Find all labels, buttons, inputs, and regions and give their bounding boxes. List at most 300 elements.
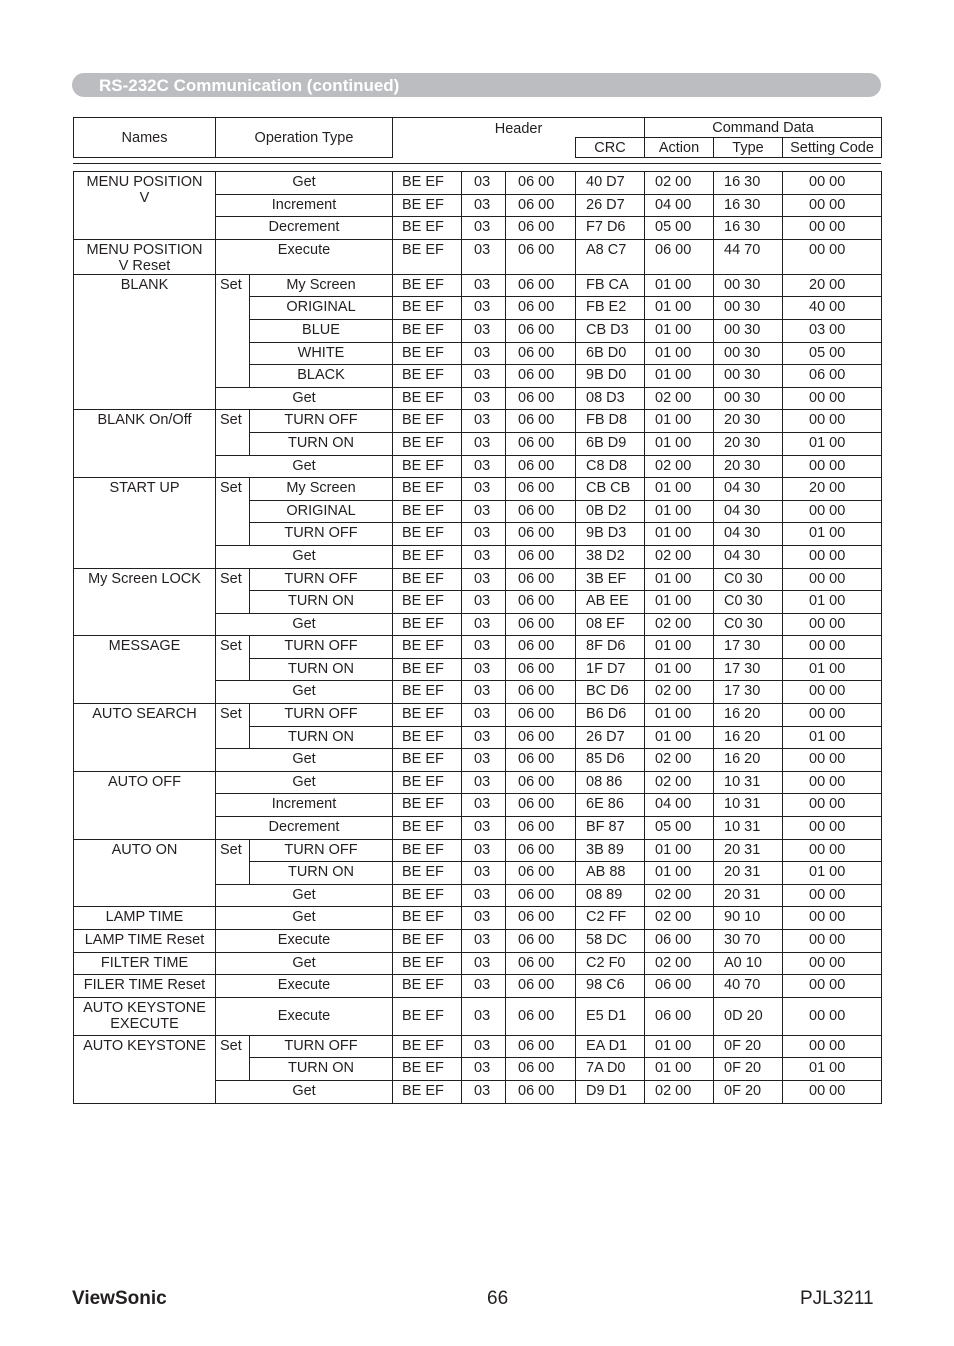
- header-bytes-3: 06 00: [506, 771, 576, 794]
- type-value: 20 30: [714, 432, 783, 455]
- header-bytes-2: 03: [462, 636, 506, 659]
- header-bytes-1: BE EF: [393, 297, 462, 320]
- crc-value: CB CB: [576, 478, 645, 501]
- header-bytes-2: 03: [462, 568, 506, 591]
- crc-value: AB EE: [576, 591, 645, 614]
- setting-code-value: 00 00: [783, 930, 882, 953]
- header-bytes-1: BE EF: [393, 839, 462, 862]
- row-name-line: MESSAGE: [108, 638, 181, 655]
- setting-code-value: 00 00: [783, 681, 882, 704]
- header-bytes-2: 03: [462, 952, 506, 975]
- action-value: 02 00: [645, 545, 714, 568]
- row-name-line: MENU POSITION: [86, 174, 203, 190]
- header-bytes-1: BE EF: [393, 704, 462, 727]
- header-bytes-1: BE EF: [393, 172, 462, 195]
- header-bytes-3: 06 00: [506, 274, 576, 297]
- header-bytes-2: 03: [462, 658, 506, 681]
- header-bytes-3: 06 00: [506, 545, 576, 568]
- operation: Get: [216, 455, 393, 478]
- set-label: Set: [216, 704, 250, 749]
- setting-code-value: 20 00: [783, 274, 882, 297]
- action-value: 02 00: [645, 749, 714, 772]
- row-name: [74, 172, 216, 240]
- operation: Get: [216, 1080, 393, 1103]
- row-name: [74, 997, 216, 1035]
- header-spacer: [393, 138, 576, 158]
- setting-code-value: 00 00: [783, 217, 882, 240]
- type-value: 16 20: [714, 704, 783, 727]
- header-bytes-2: 03: [462, 172, 506, 195]
- crc-value: 6B D0: [576, 342, 645, 365]
- setting-code-value: 00 00: [783, 839, 882, 862]
- header-bytes-1: BE EF: [393, 500, 462, 523]
- operation: TURN OFF: [250, 523, 393, 546]
- crc-value: D9 D1: [576, 1080, 645, 1103]
- operation: WHITE: [250, 342, 393, 365]
- crc-value: 26 D7: [576, 194, 645, 217]
- header-bytes-3: 06 00: [506, 749, 576, 772]
- table-row: [74, 636, 882, 659]
- crc-value: 6B D9: [576, 432, 645, 455]
- header-bytes-1: BE EF: [393, 613, 462, 636]
- setting-code-value: 01 00: [783, 862, 882, 885]
- header-bytes-2: 03: [462, 545, 506, 568]
- crc-value: 3B EF: [576, 568, 645, 591]
- crc-value: 98 C6: [576, 975, 645, 998]
- setting-code-value: 00 00: [783, 1035, 882, 1058]
- crc-value: 0B D2: [576, 500, 645, 523]
- operation: My Screen: [250, 478, 393, 501]
- table-row: [74, 997, 882, 1035]
- header-bytes-3: 06 00: [506, 1080, 576, 1103]
- type-value: 16 20: [714, 726, 783, 749]
- type-value: 30 70: [714, 930, 783, 953]
- set-label: Set: [216, 839, 250, 884]
- row-name-line: FILTER TIME: [100, 954, 189, 971]
- type-value: 16 30: [714, 172, 783, 195]
- action-value: 01 00: [645, 365, 714, 388]
- type-value: 0F 20: [714, 1035, 783, 1058]
- header-bytes-1: BE EF: [393, 410, 462, 433]
- setting-code-value: 00 00: [783, 545, 882, 568]
- footer-page-number: 66: [487, 1288, 509, 1309]
- header-bytes-1: BE EF: [393, 545, 462, 568]
- header-bytes-3: 06 00: [506, 907, 576, 930]
- crc-value: FB D8: [576, 410, 645, 433]
- action-value: 06 00: [645, 239, 714, 274]
- action-value: 01 00: [645, 410, 714, 433]
- type-value: 20 31: [714, 862, 783, 885]
- header-bytes-3: 06 00: [506, 478, 576, 501]
- header-bytes-2: 03: [462, 239, 506, 274]
- operation: Get: [216, 681, 393, 704]
- crc-value: 7A D0: [576, 1058, 645, 1081]
- header-bytes-2: 03: [462, 704, 506, 727]
- header-bytes-3: 06 00: [506, 591, 576, 614]
- row-name-line: V Reset: [118, 257, 171, 274]
- operation: Execute: [216, 975, 393, 998]
- row-name: [74, 704, 216, 772]
- action-value: 01 00: [645, 274, 714, 297]
- action-value: 01 00: [645, 1058, 714, 1081]
- header-bytes-3: 06 00: [506, 817, 576, 840]
- operation: Execute: [216, 930, 393, 953]
- action-value: 05 00: [645, 817, 714, 840]
- action-value: 02 00: [645, 387, 714, 410]
- row-name: [74, 478, 216, 568]
- type-value: 10 31: [714, 771, 783, 794]
- crc-value: 9B D3: [576, 523, 645, 546]
- header-bytes-3: 06 00: [506, 568, 576, 591]
- header-bytes-2: 03: [462, 500, 506, 523]
- action-value: 02 00: [645, 1080, 714, 1103]
- operation: Increment: [216, 194, 393, 217]
- setting-code-value: 00 00: [783, 636, 882, 659]
- crc-value: C8 D8: [576, 455, 645, 478]
- header-bytes-1: BE EF: [393, 217, 462, 240]
- operation: TURN OFF: [250, 704, 393, 727]
- header-bytes-3: 06 00: [506, 319, 576, 342]
- setting-code-value: 03 00: [783, 319, 882, 342]
- col-header-crc: CRC: [576, 138, 645, 158]
- header-bytes-2: 03: [462, 771, 506, 794]
- setting-code-value: 05 00: [783, 342, 882, 365]
- header-bytes-2: 03: [462, 930, 506, 953]
- type-value: 04 30: [714, 478, 783, 501]
- header-bytes-3: 06 00: [506, 862, 576, 885]
- header-bytes-1: BE EF: [393, 907, 462, 930]
- table-row: [74, 172, 882, 195]
- type-value: 0F 20: [714, 1058, 783, 1081]
- row-name-line: My Screen LOCK: [88, 570, 201, 587]
- type-value: C0 30: [714, 568, 783, 591]
- action-value: 01 00: [645, 523, 714, 546]
- type-value: 44 70: [714, 239, 783, 274]
- operation: Get: [216, 545, 393, 568]
- row-name: [74, 907, 216, 930]
- crc-value: BF 87: [576, 817, 645, 840]
- action-value: 01 00: [645, 1035, 714, 1058]
- action-value: 02 00: [645, 613, 714, 636]
- setting-code-value: 00 00: [783, 704, 882, 727]
- header-bytes-1: BE EF: [393, 636, 462, 659]
- row-name: [74, 930, 216, 953]
- table-row: [74, 907, 882, 930]
- header-bytes-2: 03: [462, 884, 506, 907]
- set-label: Set: [216, 478, 250, 546]
- operation: TURN ON: [250, 658, 393, 681]
- set-label: Set: [216, 410, 250, 455]
- header-bytes-3: 06 00: [506, 365, 576, 388]
- column-header-table: [73, 117, 882, 158]
- operation: ORIGINAL: [250, 297, 393, 320]
- type-value: 10 31: [714, 817, 783, 840]
- row-name: [74, 410, 216, 478]
- operation: Get: [216, 749, 393, 772]
- type-value: 00 30: [714, 365, 783, 388]
- header-bytes-1: BE EF: [393, 1058, 462, 1081]
- type-value: 04 30: [714, 545, 783, 568]
- type-value: 17 30: [714, 658, 783, 681]
- row-name: [74, 952, 216, 975]
- table-row: [74, 952, 882, 975]
- set-label: Set: [216, 274, 250, 387]
- header-bytes-3: 06 00: [506, 952, 576, 975]
- setting-code-value: 01 00: [783, 591, 882, 614]
- header-bytes-2: 03: [462, 613, 506, 636]
- operation: TURN OFF: [250, 568, 393, 591]
- header-bytes-3: 06 00: [506, 726, 576, 749]
- crc-value: 08 89: [576, 884, 645, 907]
- action-value: 02 00: [645, 771, 714, 794]
- header-bytes-1: BE EF: [393, 194, 462, 217]
- setting-code-value: 01 00: [783, 658, 882, 681]
- header-bytes-2: 03: [462, 975, 506, 998]
- type-value: 10 31: [714, 794, 783, 817]
- header-bytes-1: BE EF: [393, 432, 462, 455]
- setting-code-value: 00 00: [783, 771, 882, 794]
- header-bytes-3: 06 00: [506, 297, 576, 320]
- header-bytes-2: 03: [462, 591, 506, 614]
- operation: Get: [216, 613, 393, 636]
- row-name: [74, 274, 216, 410]
- header-bytes-3: 06 00: [506, 523, 576, 546]
- header-bytes-1: BE EF: [393, 771, 462, 794]
- operation: ORIGINAL: [250, 500, 393, 523]
- header-bytes-2: 03: [462, 455, 506, 478]
- header-bytes-1: BE EF: [393, 365, 462, 388]
- crc-value: AB 88: [576, 862, 645, 885]
- setting-code-value: 00 00: [783, 975, 882, 998]
- header-bytes-1: BE EF: [393, 455, 462, 478]
- header-bytes-3: 06 00: [506, 613, 576, 636]
- type-value: 20 31: [714, 884, 783, 907]
- header-bytes-3: 06 00: [506, 500, 576, 523]
- header-bytes-1: BE EF: [393, 817, 462, 840]
- setting-code-value: 00 00: [783, 884, 882, 907]
- operation: Decrement: [216, 817, 393, 840]
- operation: Execute: [216, 239, 393, 274]
- header-bytes-3: 06 00: [506, 217, 576, 240]
- action-value: 01 00: [645, 704, 714, 727]
- header-bytes-3: 06 00: [506, 387, 576, 410]
- header-bytes-3: 06 00: [506, 455, 576, 478]
- row-name: [74, 239, 216, 274]
- setting-code-value: 00 00: [783, 455, 882, 478]
- header-separator: [73, 163, 881, 164]
- crc-value: FB CA: [576, 274, 645, 297]
- setting-code-value: 00 00: [783, 410, 882, 433]
- header-bytes-1: BE EF: [393, 930, 462, 953]
- type-value: 90 10: [714, 907, 783, 930]
- header-bytes-1: BE EF: [393, 726, 462, 749]
- type-value: 0F 20: [714, 1080, 783, 1103]
- operation: TURN ON: [250, 726, 393, 749]
- header-bytes-2: 03: [462, 319, 506, 342]
- operation: Get: [216, 771, 393, 794]
- action-value: 02 00: [645, 952, 714, 975]
- row-name-line: MENU POSITION: [86, 241, 203, 258]
- action-value: 01 00: [645, 297, 714, 320]
- type-value: 00 30: [714, 319, 783, 342]
- header-bytes-1: BE EF: [393, 975, 462, 998]
- header-bytes-3: 06 00: [506, 930, 576, 953]
- header-bytes-2: 03: [462, 1080, 506, 1103]
- operation: BLACK: [250, 365, 393, 388]
- row-name-line: LAMP TIME Reset: [84, 932, 205, 948]
- header-bytes-1: BE EF: [393, 1080, 462, 1103]
- setting-code-value: 00 00: [783, 997, 882, 1035]
- action-value: 01 00: [645, 319, 714, 342]
- type-value: 00 30: [714, 297, 783, 320]
- header-bytes-3: 06 00: [506, 1058, 576, 1081]
- action-value: 02 00: [645, 907, 714, 930]
- type-value: 16 20: [714, 749, 783, 772]
- header-bytes-1: BE EF: [393, 884, 462, 907]
- header-bytes-3: 06 00: [506, 658, 576, 681]
- header-bytes-2: 03: [462, 194, 506, 217]
- col-header-command-data: Command Data: [645, 118, 882, 138]
- action-value: 04 00: [645, 194, 714, 217]
- operation: Get: [216, 172, 393, 195]
- header-bytes-1: BE EF: [393, 681, 462, 704]
- table-row: [74, 975, 882, 998]
- operation: My Screen: [250, 274, 393, 297]
- setting-code-value: 00 00: [783, 794, 882, 817]
- action-value: 01 00: [645, 658, 714, 681]
- header-bytes-1: BE EF: [393, 523, 462, 546]
- header-bytes-2: 03: [462, 478, 506, 501]
- col-header-header: Header: [393, 118, 645, 138]
- type-value: 20 30: [714, 455, 783, 478]
- header-bytes-1: BE EF: [393, 319, 462, 342]
- footer-brand: ViewSonic: [72, 1288, 167, 1309]
- header-bytes-3: 06 00: [506, 997, 576, 1035]
- header-bytes-2: 03: [462, 365, 506, 388]
- row-name-line: START UP: [109, 480, 180, 497]
- set-label: Set: [216, 636, 250, 681]
- crc-value: EA D1: [576, 1035, 645, 1058]
- setting-code-value: 00 00: [783, 239, 882, 274]
- header-bytes-3: 06 00: [506, 884, 576, 907]
- crc-value: BC D6: [576, 681, 645, 704]
- crc-value: 6E 86: [576, 794, 645, 817]
- header-bytes-1: BE EF: [393, 749, 462, 772]
- row-name-line: EXECUTE: [110, 1015, 179, 1032]
- operation: Decrement: [216, 217, 393, 240]
- header-bytes-2: 03: [462, 410, 506, 433]
- header-bytes-3: 06 00: [506, 239, 576, 274]
- crc-value: CB D3: [576, 319, 645, 342]
- row-name: [74, 839, 216, 907]
- setting-code-value: 00 00: [783, 1080, 882, 1103]
- row-name-line: AUTO KEYSTONE: [83, 1037, 206, 1054]
- header-bytes-2: 03: [462, 217, 506, 240]
- table-row: [74, 274, 882, 297]
- action-value: 04 00: [645, 794, 714, 817]
- header-bytes-3: 06 00: [506, 410, 576, 433]
- setting-code-value: 06 00: [783, 365, 882, 388]
- header-bytes-3: 06 00: [506, 432, 576, 455]
- action-value: 01 00: [645, 862, 714, 885]
- operation: TURN OFF: [250, 636, 393, 659]
- section-header-bar: [72, 73, 881, 97]
- row-name: [74, 636, 216, 704]
- header-bytes-3: 06 00: [506, 636, 576, 659]
- operation: TURN OFF: [250, 410, 393, 433]
- header-bytes-2: 03: [462, 907, 506, 930]
- type-value: 00 30: [714, 274, 783, 297]
- operation: Get: [216, 884, 393, 907]
- type-value: 16 30: [714, 194, 783, 217]
- type-value: 0D 20: [714, 997, 783, 1035]
- setting-code-value: 01 00: [783, 726, 882, 749]
- header-bytes-3: 06 00: [506, 172, 576, 195]
- row-name-line: LAMP TIME: [105, 909, 184, 926]
- crc-value: E5 D1: [576, 997, 645, 1035]
- row-name-line: FILER TIME Reset: [83, 977, 206, 994]
- header-bytes-3: 06 00: [506, 794, 576, 817]
- header-bytes-2: 03: [462, 749, 506, 772]
- setting-code-value: 01 00: [783, 523, 882, 546]
- table-row: [74, 704, 882, 727]
- setting-code-value: 01 00: [783, 432, 882, 455]
- type-value: 04 30: [714, 500, 783, 523]
- header-bytes-2: 03: [462, 523, 506, 546]
- setting-code-value: 00 00: [783, 749, 882, 772]
- header-bytes-1: BE EF: [393, 387, 462, 410]
- type-value: 04 30: [714, 523, 783, 546]
- header-bytes-2: 03: [462, 997, 506, 1035]
- action-value: 06 00: [645, 975, 714, 998]
- type-value: C0 30: [714, 591, 783, 614]
- header-bytes-2: 03: [462, 387, 506, 410]
- type-value: 16 30: [714, 217, 783, 240]
- command-table: [73, 171, 882, 1104]
- header-bytes-2: 03: [462, 1058, 506, 1081]
- header-bytes-1: BE EF: [393, 591, 462, 614]
- footer-model: PJL3211: [800, 1288, 874, 1309]
- header-bytes-2: 03: [462, 297, 506, 320]
- row-name-line: V: [139, 190, 150, 206]
- operation: Get: [216, 907, 393, 930]
- header-bytes-1: BE EF: [393, 794, 462, 817]
- crc-value: 38 D2: [576, 545, 645, 568]
- setting-code-value: 00 00: [783, 613, 882, 636]
- setting-code-value: 40 00: [783, 297, 882, 320]
- row-name-line: AUTO ON: [111, 841, 178, 858]
- setting-code-value: 00 00: [783, 172, 882, 195]
- table-row: [74, 410, 882, 433]
- crc-value: 26 D7: [576, 726, 645, 749]
- action-value: 01 00: [645, 636, 714, 659]
- type-value: 20 30: [714, 410, 783, 433]
- table-row: [74, 771, 882, 794]
- type-value: 40 70: [714, 975, 783, 998]
- action-value: 01 00: [645, 432, 714, 455]
- action-value: 01 00: [645, 839, 714, 862]
- operation: BLUE: [250, 319, 393, 342]
- crc-value: 1F D7: [576, 658, 645, 681]
- action-value: 01 00: [645, 500, 714, 523]
- row-name-line: AUTO KEYSTONE: [83, 999, 206, 1016]
- header-bytes-1: BE EF: [393, 952, 462, 975]
- action-value: 06 00: [645, 997, 714, 1035]
- type-value: A0 10: [714, 952, 783, 975]
- header-bytes-1: BE EF: [393, 1035, 462, 1058]
- operation: TURN ON: [250, 432, 393, 455]
- set-label: Set: [216, 1035, 250, 1080]
